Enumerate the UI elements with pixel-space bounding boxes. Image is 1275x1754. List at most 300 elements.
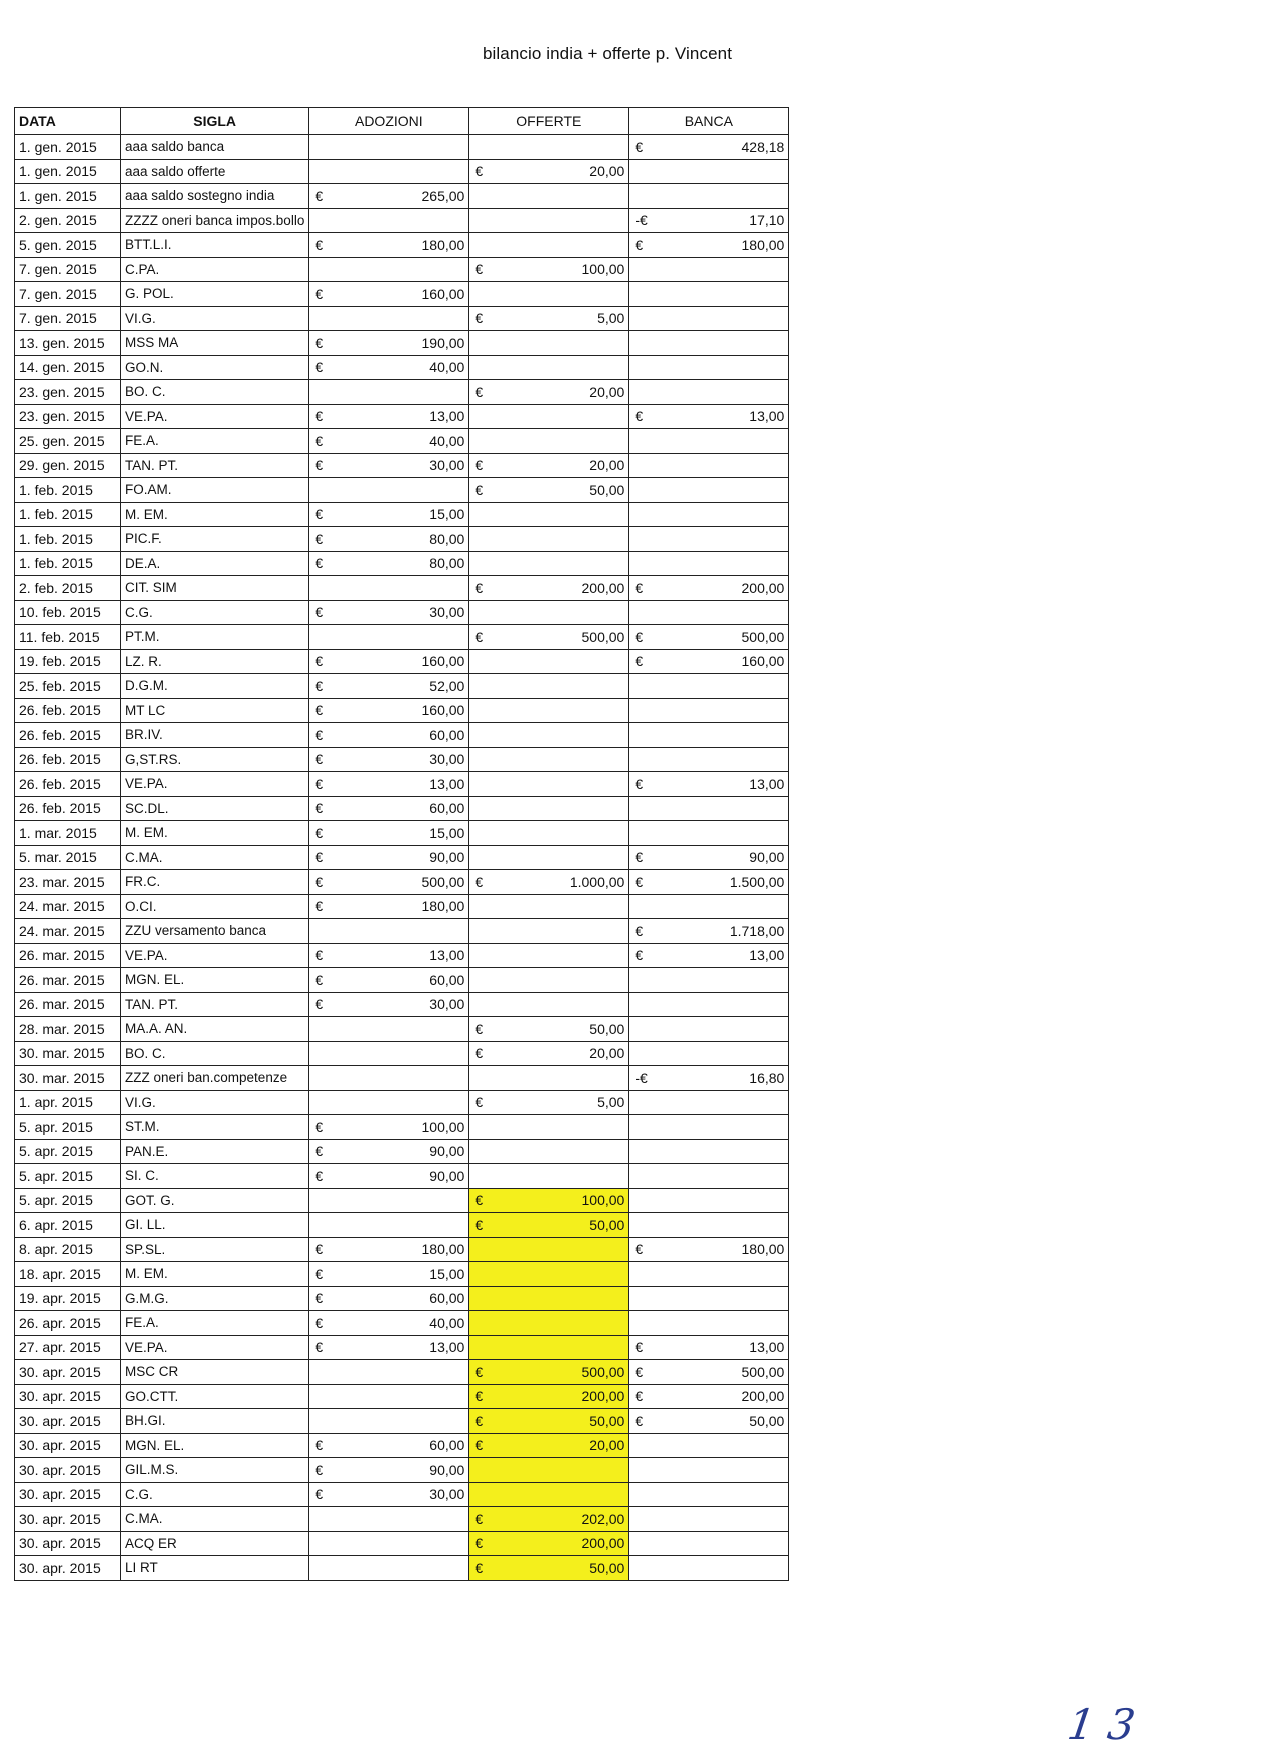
- currency-symbol: €: [315, 800, 324, 817]
- cell-banca: [629, 478, 789, 503]
- cell-adozioni: [309, 1360, 469, 1385]
- amount: 100,00: [421, 1118, 465, 1135]
- document-title: bilancio india + offerte p. Vincent: [482, 44, 733, 63]
- table-row: [15, 429, 789, 454]
- amount: 202,00: [581, 1510, 625, 1527]
- cell-banca: [629, 1360, 789, 1385]
- cell-data: 5. gen. 2015: [15, 233, 121, 258]
- table-row: [15, 1482, 789, 1507]
- amount: 50,00: [589, 481, 625, 498]
- cell-data: 30. mar. 2015: [15, 1066, 121, 1091]
- cell-data: 30. apr. 2015: [15, 1409, 121, 1434]
- currency-symbol: €: [475, 457, 484, 474]
- cell-adozioni: [309, 1090, 469, 1115]
- cell-adozioni: [309, 576, 469, 601]
- col-header-sigla: SIGLA: [121, 108, 309, 135]
- cell-adozioni: [309, 894, 469, 919]
- currency-symbol: €: [475, 1045, 484, 1062]
- col-header-banca: BANCA: [629, 108, 789, 135]
- cell-sigla: M. EM.: [121, 502, 309, 527]
- table-row: [15, 1262, 789, 1287]
- amount: 200,00: [741, 579, 785, 596]
- table-row: [15, 404, 789, 429]
- currency-symbol: €: [315, 359, 324, 376]
- cell-data: 27. apr. 2015: [15, 1335, 121, 1360]
- amount: 40,00: [429, 1314, 465, 1331]
- amount: 80,00: [429, 530, 465, 547]
- cell-adozioni: [309, 135, 469, 160]
- table-row: [15, 919, 789, 944]
- cell-offerte: [469, 674, 629, 699]
- currency-symbol: €: [315, 751, 324, 768]
- currency-symbol: -€: [635, 1069, 648, 1086]
- cell-offerte: [469, 625, 629, 650]
- cell-sigla: C.G.: [121, 600, 309, 625]
- cell-sigla: ZZZZ oneri banca impos.bollo: [121, 208, 309, 233]
- amount: 160,00: [421, 285, 465, 302]
- cell-adozioni: [309, 208, 469, 233]
- cell-sigla: PIC.F.: [121, 527, 309, 552]
- cell-sigla: TAN. PT.: [121, 453, 309, 478]
- cell-offerte: [469, 355, 629, 380]
- cell-data: 1. gen. 2015: [15, 184, 121, 209]
- table-row: [15, 1360, 789, 1385]
- cell-banca: [629, 502, 789, 527]
- currency-symbol: €: [475, 1559, 484, 1576]
- table-row: [15, 282, 789, 307]
- table-row: [15, 453, 789, 478]
- currency-symbol: €: [475, 481, 484, 498]
- cell-sigla: G.M.G.: [121, 1286, 309, 1311]
- cell-banca: [629, 184, 789, 209]
- table-row: [15, 1188, 789, 1213]
- cell-offerte: [469, 257, 629, 282]
- cell-sigla: SP.SL.: [121, 1237, 309, 1262]
- cell-offerte: [469, 600, 629, 625]
- cell-adozioni: [309, 845, 469, 870]
- cell-sigla: C.MA.: [121, 845, 309, 870]
- cell-adozioni: [309, 159, 469, 184]
- cell-adozioni: [309, 1213, 469, 1238]
- cell-banca: [629, 1139, 789, 1164]
- currency-symbol: €: [315, 677, 324, 694]
- cell-banca: [629, 306, 789, 331]
- cell-banca: [629, 1384, 789, 1409]
- currency-symbol: €: [635, 138, 644, 155]
- cell-offerte: [469, 845, 629, 870]
- cell-sigla: FE.A.: [121, 429, 309, 454]
- amount: 500,00: [741, 1363, 785, 1380]
- cell-data: 5. apr. 2015: [15, 1139, 121, 1164]
- table-row: [15, 1335, 789, 1360]
- amount: 5,00: [597, 310, 625, 327]
- table-row: [15, 894, 789, 919]
- cell-offerte: [469, 282, 629, 307]
- cell-sigla: BR.IV.: [121, 723, 309, 748]
- currency-symbol: €: [635, 1241, 644, 1258]
- currency-symbol: €: [315, 334, 324, 351]
- cell-banca: [629, 453, 789, 478]
- cell-banca: [629, 1458, 789, 1483]
- amount: 13,00: [429, 947, 465, 964]
- cell-adozioni: [309, 1164, 469, 1189]
- cell-data: 23. mar. 2015: [15, 870, 121, 895]
- cell-offerte: [469, 1017, 629, 1042]
- amount: 60,00: [429, 1290, 465, 1307]
- table-row: [15, 1458, 789, 1483]
- cell-adozioni: [309, 870, 469, 895]
- currency-symbol: €: [475, 1020, 484, 1037]
- cell-offerte: [469, 1237, 629, 1262]
- table-row: [15, 1115, 789, 1140]
- cell-adozioni: [309, 527, 469, 552]
- currency-symbol: €: [635, 408, 644, 425]
- cell-offerte: [469, 649, 629, 674]
- cell-adozioni: [309, 1507, 469, 1532]
- cell-sigla: C.G.: [121, 1482, 309, 1507]
- amount: 60,00: [429, 971, 465, 988]
- amount: 100,00: [581, 261, 625, 278]
- cell-banca: [629, 1017, 789, 1042]
- cell-sigla: MSC CR: [121, 1360, 309, 1385]
- currency-symbol: €: [315, 971, 324, 988]
- table-row: [15, 723, 789, 748]
- cell-banca: [629, 1482, 789, 1507]
- table-row: [15, 184, 789, 209]
- cell-data: 26. feb. 2015: [15, 796, 121, 821]
- cell-offerte: [469, 1433, 629, 1458]
- currency-symbol: €: [475, 628, 484, 645]
- cell-banca: [629, 723, 789, 748]
- amount: 265,00: [421, 187, 465, 204]
- cell-sigla: MGN. EL.: [121, 1433, 309, 1458]
- cell-sigla: aaa saldo sostegno india: [121, 184, 309, 209]
- currency-symbol: €: [635, 775, 644, 792]
- cell-offerte: [469, 1139, 629, 1164]
- currency-symbol: €: [315, 236, 324, 253]
- amount: 30,00: [429, 751, 465, 768]
- amount: 15,00: [429, 1265, 465, 1282]
- cell-banca: [629, 257, 789, 282]
- cell-adozioni: [309, 1139, 469, 1164]
- currency-symbol: €: [315, 506, 324, 523]
- amount: 5,00: [597, 1094, 625, 1111]
- cell-offerte: [469, 306, 629, 331]
- cell-banca: [629, 331, 789, 356]
- cell-offerte: [469, 1482, 629, 1507]
- cell-banca: [629, 992, 789, 1017]
- cell-adozioni: [309, 429, 469, 454]
- currency-symbol: €: [315, 726, 324, 743]
- cell-banca: [629, 1409, 789, 1434]
- table-row: [15, 772, 789, 797]
- cell-banca: [629, 1335, 789, 1360]
- currency-symbol: €: [475, 1388, 484, 1405]
- cell-adozioni: [309, 282, 469, 307]
- currency-symbol: €: [635, 873, 644, 890]
- cell-banca: [629, 1556, 789, 1581]
- cell-offerte: [469, 772, 629, 797]
- cell-adozioni: [309, 968, 469, 993]
- cell-banca: [629, 576, 789, 601]
- amount: 20,00: [589, 383, 625, 400]
- cell-banca: [629, 625, 789, 650]
- currency-symbol: €: [315, 1290, 324, 1307]
- cell-sigla: ACQ ER: [121, 1531, 309, 1556]
- table-row: [15, 943, 789, 968]
- table-row: [15, 1384, 789, 1409]
- cell-adozioni: [309, 674, 469, 699]
- cell-data: 26. mar. 2015: [15, 968, 121, 993]
- amount: 500,00: [581, 628, 625, 645]
- cell-banca: [629, 1090, 789, 1115]
- amount: 30,00: [429, 996, 465, 1013]
- cell-adozioni: [309, 747, 469, 772]
- amount: 50,00: [589, 1559, 625, 1576]
- cell-adozioni: [309, 698, 469, 723]
- cell-adozioni: [309, 1335, 469, 1360]
- amount: 180,00: [741, 1241, 785, 1258]
- amount: 20,00: [589, 457, 625, 474]
- cell-sigla: ZZZ oneri ban.competenze: [121, 1066, 309, 1091]
- currency-symbol: €: [315, 187, 324, 204]
- amount: 20,00: [589, 1437, 625, 1454]
- amount: 180,00: [421, 898, 465, 915]
- currency-symbol: €: [315, 1241, 324, 1258]
- cell-offerte: [469, 331, 629, 356]
- cell-banca: [629, 845, 789, 870]
- cell-offerte: [469, 1556, 629, 1581]
- col-header-adozioni: ADOZIONI: [309, 108, 469, 135]
- currency-symbol: €: [475, 873, 484, 890]
- cell-banca: [629, 698, 789, 723]
- table-row: [15, 1433, 789, 1458]
- table-row: [15, 870, 789, 895]
- cell-banca: [629, 1115, 789, 1140]
- cell-offerte: [469, 1335, 629, 1360]
- cell-offerte: [469, 1066, 629, 1091]
- amount: 13,00: [749, 947, 785, 964]
- cell-data: 30. apr. 2015: [15, 1482, 121, 1507]
- table-row: [15, 649, 789, 674]
- cell-banca: [629, 208, 789, 233]
- cell-sigla: aaa saldo banca: [121, 135, 309, 160]
- currency-symbol: €: [635, 653, 644, 670]
- currency-symbol: €: [315, 775, 324, 792]
- cell-data: 1. feb. 2015: [15, 502, 121, 527]
- currency-symbol: €: [315, 702, 324, 719]
- amount: 13,00: [429, 775, 465, 792]
- cell-sigla: CIT. SIM: [121, 576, 309, 601]
- amount: 160,00: [421, 702, 465, 719]
- cell-banca: [629, 1286, 789, 1311]
- header-row: [15, 108, 789, 135]
- handwritten-page-number: 1 3: [1064, 1700, 1139, 1749]
- cell-data: 5. mar. 2015: [15, 845, 121, 870]
- cell-offerte: [469, 233, 629, 258]
- cell-adozioni: [309, 1066, 469, 1091]
- cell-sigla: VE.PA.: [121, 404, 309, 429]
- cell-banca: [629, 1262, 789, 1287]
- currency-symbol: €: [315, 432, 324, 449]
- currency-symbol: €: [475, 261, 484, 278]
- cell-sigla: O.CI.: [121, 894, 309, 919]
- cell-banca: [629, 649, 789, 674]
- cell-data: 30. apr. 2015: [15, 1507, 121, 1532]
- cell-banca: [629, 551, 789, 576]
- cell-data: 23. gen. 2015: [15, 404, 121, 429]
- cell-data: 2. gen. 2015: [15, 208, 121, 233]
- cell-data: 25. feb. 2015: [15, 674, 121, 699]
- amount: 1.500,00: [729, 873, 785, 890]
- col-header-data: DATA: [15, 108, 121, 135]
- cell-banca: [629, 527, 789, 552]
- cell-offerte: [469, 1409, 629, 1434]
- cell-banca: [629, 943, 789, 968]
- table-row: [15, 674, 789, 699]
- cell-data: 26. mar. 2015: [15, 992, 121, 1017]
- currency-symbol: €: [475, 1094, 484, 1111]
- cell-adozioni: [309, 478, 469, 503]
- cell-offerte: [469, 502, 629, 527]
- cell-adozioni: [309, 723, 469, 748]
- cell-offerte: [469, 404, 629, 429]
- cell-sigla: D.G.M.: [121, 674, 309, 699]
- cell-data: 30. apr. 2015: [15, 1384, 121, 1409]
- amount: 50,00: [749, 1412, 785, 1429]
- cell-sigla: MGN. EL.: [121, 968, 309, 993]
- cell-offerte: [469, 968, 629, 993]
- cell-offerte: [469, 527, 629, 552]
- cell-banca: [629, 1507, 789, 1532]
- cell-adozioni: [309, 992, 469, 1017]
- cell-adozioni: [309, 625, 469, 650]
- cell-data: 30. apr. 2015: [15, 1360, 121, 1385]
- table-row: [15, 1507, 789, 1532]
- table-row: [15, 1237, 789, 1262]
- currency-symbol: €: [475, 1535, 484, 1552]
- cell-adozioni: [309, 355, 469, 380]
- cell-adozioni: [309, 1531, 469, 1556]
- amount: 200,00: [581, 579, 625, 596]
- cell-offerte: [469, 723, 629, 748]
- cell-adozioni: [309, 1556, 469, 1581]
- currency-symbol: €: [475, 1510, 484, 1527]
- currency-symbol: €: [475, 1363, 484, 1380]
- cell-sigla: MT LC: [121, 698, 309, 723]
- amount: 160,00: [741, 653, 785, 670]
- cell-offerte: [469, 1041, 629, 1066]
- table-row: [15, 233, 789, 258]
- cell-adozioni: [309, 1262, 469, 1287]
- cell-data: 1. gen. 2015: [15, 159, 121, 184]
- cell-adozioni: [309, 1115, 469, 1140]
- cell-data: 26. feb. 2015: [15, 747, 121, 772]
- currency-symbol: €: [315, 898, 324, 915]
- cell-banca: [629, 355, 789, 380]
- currency-symbol: €: [635, 849, 644, 866]
- cell-sigla: ZZU versamento banca: [121, 919, 309, 944]
- cell-adozioni: [309, 184, 469, 209]
- cell-banca: [629, 870, 789, 895]
- cell-adozioni: [309, 649, 469, 674]
- cell-data: 1. feb. 2015: [15, 551, 121, 576]
- cell-offerte: [469, 135, 629, 160]
- cell-sigla: BH.GI.: [121, 1409, 309, 1434]
- currency-symbol: €: [635, 947, 644, 964]
- cell-sigla: FE.A.: [121, 1311, 309, 1336]
- cell-banca: [629, 968, 789, 993]
- currency-symbol: €: [475, 579, 484, 596]
- cell-adozioni: [309, 1384, 469, 1409]
- amount: 90,00: [429, 849, 465, 866]
- cell-banca: [629, 282, 789, 307]
- amount: 100,00: [581, 1192, 625, 1209]
- currency-symbol: €: [315, 1167, 324, 1184]
- cell-banca: [629, 919, 789, 944]
- cell-data: 7. gen. 2015: [15, 306, 121, 331]
- cell-sigla: VE.PA.: [121, 943, 309, 968]
- currency-symbol: €: [315, 653, 324, 670]
- cell-offerte: [469, 796, 629, 821]
- amount: 60,00: [429, 1437, 465, 1454]
- cell-offerte: [469, 576, 629, 601]
- cell-adozioni: [309, 257, 469, 282]
- cell-adozioni: [309, 919, 469, 944]
- amount: 50,00: [589, 1412, 625, 1429]
- currency-symbol: €: [315, 1143, 324, 1160]
- cell-adozioni: [309, 1286, 469, 1311]
- cell-data: 19. feb. 2015: [15, 649, 121, 674]
- amount: 90,00: [429, 1167, 465, 1184]
- cell-offerte: [469, 453, 629, 478]
- cell-offerte: [469, 821, 629, 846]
- cell-offerte: [469, 1213, 629, 1238]
- cell-data: 7. gen. 2015: [15, 257, 121, 282]
- table-row: [15, 698, 789, 723]
- cell-sigla: VI.G.: [121, 306, 309, 331]
- cell-banca: [629, 796, 789, 821]
- cell-data: 5. apr. 2015: [15, 1115, 121, 1140]
- table-row: [15, 821, 789, 846]
- amount: 90,00: [749, 849, 785, 866]
- cell-data: 10. feb. 2015: [15, 600, 121, 625]
- table-row: [15, 576, 789, 601]
- cell-banca: [629, 674, 789, 699]
- table-row: [15, 1090, 789, 1115]
- currency-symbol: €: [315, 555, 324, 572]
- cell-sigla: FR.C.: [121, 870, 309, 895]
- cell-data: 2. feb. 2015: [15, 576, 121, 601]
- amount: 500,00: [421, 873, 465, 890]
- cell-sigla: GO.CTT.: [121, 1384, 309, 1409]
- cell-data: 1. feb. 2015: [15, 478, 121, 503]
- cell-banca: [629, 429, 789, 454]
- cell-sigla: FO.AM.: [121, 478, 309, 503]
- currency-symbol: €: [635, 236, 644, 253]
- currency-symbol: €: [315, 1437, 324, 1454]
- table-row: [15, 1531, 789, 1556]
- cell-adozioni: [309, 551, 469, 576]
- cell-sigla: GO.N.: [121, 355, 309, 380]
- cell-offerte: [469, 429, 629, 454]
- table-row: [15, 208, 789, 233]
- currency-symbol: €: [315, 1118, 324, 1135]
- cell-sigla: VI.G.: [121, 1090, 309, 1115]
- amount: 200,00: [741, 1388, 785, 1405]
- cell-data: 30. apr. 2015: [15, 1458, 121, 1483]
- amount: 13,00: [429, 1339, 465, 1356]
